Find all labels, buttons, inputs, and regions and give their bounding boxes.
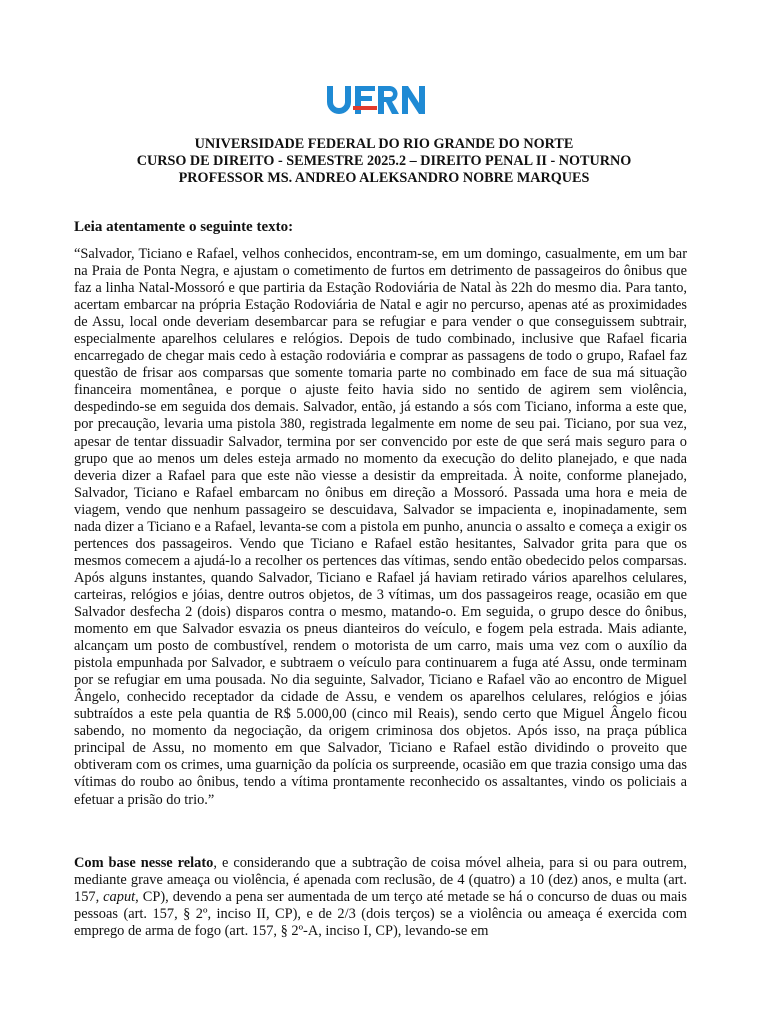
question-bold-lead: Com base nesse relato: [74, 855, 214, 871]
university-name: UNIVERSIDADE FEDERAL DO RIO GRANDE DO NORTE: [194, 136, 574, 152]
question-text-part1: , e considerando que a subtração de coisa móvel alheia, para si ou para outrem, mediante grave ameaça ou violência, é apenada com reclusão, de 4 (quatro) a 10 (dez) anos, e multa (art. 157,: [74, 855, 688, 906]
course-info: CURSO DE DIREITO - SEMESTRE 2025.2 – DIREITO PENAL II - NOTURNO: [136, 153, 632, 169]
intro-instruction: Leia atentamente o seguinte texto:: [74, 219, 294, 235]
professor-name: PROFESSOR MS. ANDREO ALEKSANDRO NOBRE MARQUES: [178, 170, 590, 186]
narrative-paragraph: “Salvador, Ticiano e Rafael, velhos conhecidos, encontram-se, em um domingo, casualmente, em um bar na Praia de Ponta Negra, e ajustam o cometimento de furtos em detrimento de passageiros do ônibus que faz a linha Natal-Mossoró e que partiria da Estação Rodoviária de Natal às 22h do mesmo dia. Para tanto, acertam embarcar na própria Estação Rodoviária de Natal e agir no percurso, apenas até as proximidades de Assu, local onde deveriam desembarcar para se refugiar e para vender o que conseguissem subtrair, especialmente aparelhos celulares e relógios. Depois de tudo combinado, inclusive que Rafael ficaria encarregado de chegar mais cedo à estação rodoviária e comprar as passagens de todo o grupo, Rafael faz questão de frisar aos comparsas que somente tomaria parte no combinado em face de sua má situação financeira momentânea, e porque o ajuste feito havia sido no sentido de agirem sem violência, despedindo-se em seguida dos demais. Salvador, então, já estando a sós com Ticiano, informa a este que, por precaução, levaria uma pistola 380, registrada legalmente em nome de seu pai. Ticiano, por sua vez, apesar de tentar dissuadir Salvador, termina por ser convencido por este de que será mais seguro para o grupo que ao menos um deles esteja armado no momento da execução do delito planejado, e que nada deveria dizer a Rafael para que este não viesse a desistir da empreitada. À noite, conforme planejado, Salvador, Ticiano e Rafael embarcam no ônibus em direção a Mossoró. Passada uma hora e meia de viagem, vendo que nenhum passageiro se descuidava, Salvador se impacienta e, inopinadamente, sem nada dizer a Ticiano e a Rafael, levanta-se com a pistola em punho, anuncia o assalto e começa a exigir os pertences dos passageiros. Vendo que Ticiano e Rafael estão hesitantes, Salvador grita para que os mesmos comecem a ajudá-lo a recolher os pertences das vítimas, sendo então obedecido pelos comparsas. Após alguns instantes, quando Salvador, Ticiano e Rafael já haviam retirado vários aparelhos celulares, carteiras, relógios e jóias, dentre outros objetos, de 3 vítimas, um dos passageiros reage, ocasião em que Salvador desfecha 2 (dois) disparos contra o mesmo, matando-o. Em seguida, o grupo desce do ônibus, momento em que Salvador esvazia os pneus dianteiros do veículo, e fogem pela estrada. Mais adiante, alcançam um posto de combustível, rendem o motorista de um carro, mais uma vez com o auxílio da pistola empunhada por Salvador, e subtraem o veículo para continuarem a fuga até Assu, onde terminam por se refugiar em uma pousada. No dia seguinte, Salvador, Ticiano e Rafael vão ao encontro de Miguel Ângelo, conhecido receptador da cidade de Assu, e vendem os aparelhos celulares, relógios e jóias subtraídos a este pela quantia de R$ 5.000,00 (cinco mil Reais), sendo certo que Miguel Ângelo ficou sabendo, no momento da negociação, da origem criminosa dos objetos. Após isso, na praça pública principal de Assu, no momento em que Salvador, Ticiano e Rafael estão dividindo o proveito que obtiveram com os crimes, uma guarnição da polícia os surpreende, ocasião em que trazia consigo uma das vítimas do roubo ao ônibus, tendo a vítima prontamente reconhecido os assaltantes, vindo os policiais a efetuar a prisão do trio.”: [74, 246, 687, 808]
question-italic-term: caput: [103, 889, 136, 906]
document-header: [70, 136, 698, 187]
question-text-part2: , CP), devendo a pena ser aumentada de um terço até metade se há o concurso de duas ou mais pessoas (art. 157, § 2º, inciso II, CP), e de 2/3 (dois terços) se a violência ou ameaça é exercida com emprego de arma de fogo (art. 157, § 2º-A, inciso I, CP), levando-se em: [74, 889, 688, 940]
question-paragraph: [74, 855, 687, 940]
ufrn-logo: [325, 84, 427, 116]
